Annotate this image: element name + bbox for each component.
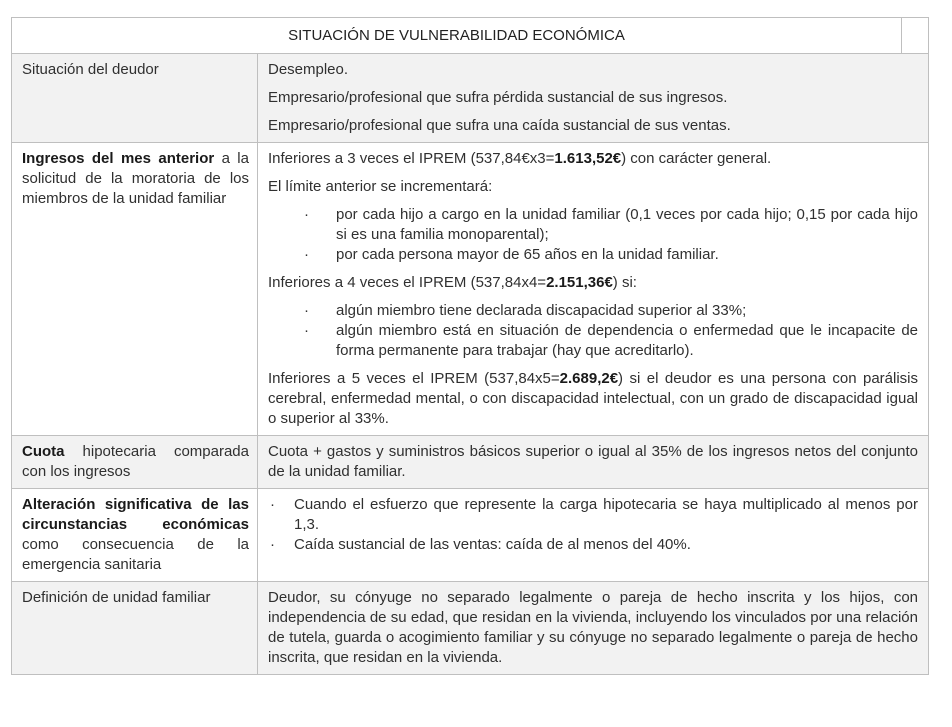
row-label: Situación del deudor xyxy=(12,54,258,142)
table-row xyxy=(12,54,928,143)
content-paragraph: El límite anterior se incrementará: xyxy=(268,178,493,195)
row-content xyxy=(258,54,928,142)
bullet-icon: · xyxy=(304,246,309,263)
text-segment: Inferiores a 5 veces el IPREM (537,84x5= xyxy=(268,370,560,387)
content-paragraph xyxy=(268,149,918,169)
content-paragraph: Cuota + gastos y suministros básicos superior o igual al 35% de los ingresos netos del conjunto de la unidad familiar. xyxy=(268,443,918,480)
list-item xyxy=(268,321,918,361)
content-paragraph xyxy=(268,273,918,293)
row-label: Definición de unidad familiar xyxy=(12,582,258,674)
amount-bold: 2.151,36€ xyxy=(546,274,613,291)
bullet-icon: · xyxy=(304,302,309,319)
row-label-rest: hipotecaria comparada con los ingresos xyxy=(22,443,249,480)
list-item xyxy=(268,535,918,555)
text-segment: ) con carácter general. xyxy=(621,150,772,167)
content-paragraph xyxy=(268,369,918,429)
list-item-text: por cada persona mayor de 65 años en la unidad familiar. xyxy=(336,246,719,263)
bullet-list xyxy=(268,205,918,265)
table-row xyxy=(12,143,928,436)
row-label-bold: Ingresos del mes anterior xyxy=(22,150,215,167)
list-item-text: algún miembro está en situación de dependencia o enfermedad que le incapacite de forma permanente para trabajar (hay que acreditarlo). xyxy=(336,322,918,359)
row-label-rest: como consecuencia de la emergencia sanitaria xyxy=(22,536,249,573)
text-segment: Inferiores a 3 veces el IPREM (537,84€x3= xyxy=(268,150,555,167)
bullet-icon: · xyxy=(270,536,275,553)
amount-bold: 2.689,2€ xyxy=(559,370,619,387)
content-line: Empresario/profesional que sufra pérdida sustancial de sus ingresos. xyxy=(268,89,728,106)
table-row xyxy=(12,582,928,674)
row-content xyxy=(258,436,928,488)
table-header xyxy=(12,18,928,54)
bullet-icon: · xyxy=(270,496,275,513)
row-content xyxy=(258,143,928,435)
header-empty-cell xyxy=(902,18,928,53)
table-row xyxy=(12,436,928,489)
bullet-list xyxy=(268,495,918,555)
row-label xyxy=(12,436,258,488)
row-label xyxy=(12,489,258,581)
bullet-list xyxy=(268,301,918,361)
text-segment: Inferiores a 4 veces el IPREM (537,84x4= xyxy=(268,274,547,291)
list-item-text: Caída sustancial de las ventas: caída de al menos del 40%. xyxy=(294,536,691,553)
table-title: SITUACIÓN DE VULNERABILIDAD ECONÓMICA xyxy=(12,18,902,53)
text-segment: ) si: xyxy=(612,274,637,291)
list-item xyxy=(268,245,918,265)
row-label-bold: Alteración significativa de las circunstancias económicas xyxy=(22,496,249,533)
row-content xyxy=(258,582,928,674)
list-item xyxy=(268,301,918,321)
text-segment: ) si el deudor es una persona con parálisis cerebral, enfermedad mental, o con discapacidad intelectual, con un grado de discapacidad igual o superior al 33%. xyxy=(268,370,918,427)
row-label-bold: Cuota xyxy=(22,443,65,460)
vulnerability-table xyxy=(11,17,929,675)
list-item xyxy=(268,205,918,245)
row-content xyxy=(258,489,928,581)
content-line: Empresario/profesional que sufra una caída sustancial de sus ventas. xyxy=(268,117,731,134)
bullet-icon: · xyxy=(304,322,309,339)
list-item-text: algún miembro tiene declarada discapacidad superior al 33%; xyxy=(336,302,747,319)
list-item-text: por cada hijo a cargo en la unidad familiar (0,1 veces por cada hijo; 0,15 por cada hijo si es una familia monoparental); xyxy=(336,206,918,243)
list-item xyxy=(268,495,918,535)
list-item-text: Cuando el esfuerzo que represente la carga hipotecaria se haya multiplicado al menos por 1,3. xyxy=(294,496,918,533)
content-line: Desempleo. xyxy=(268,61,349,78)
content-paragraph: Deudor, su cónyuge no separado legalmente o pareja de hecho inscrita y los hijos, con independencia de su edad, que residan en la vivienda, incluyendo los vinculados por una relación de tutela, guarda o acogimiento familiar y su cónyuge no separado legalmente o pareja de hecho inscrita, que residan en la vivienda. xyxy=(268,589,918,666)
table-row xyxy=(12,489,928,582)
row-label-rest: a la solicitud de la moratoria de los miembros de la unidad familiar xyxy=(22,150,249,207)
row-label xyxy=(12,143,258,435)
bullet-icon: · xyxy=(304,206,309,223)
amount-bold: 1.613,52€ xyxy=(554,150,622,167)
